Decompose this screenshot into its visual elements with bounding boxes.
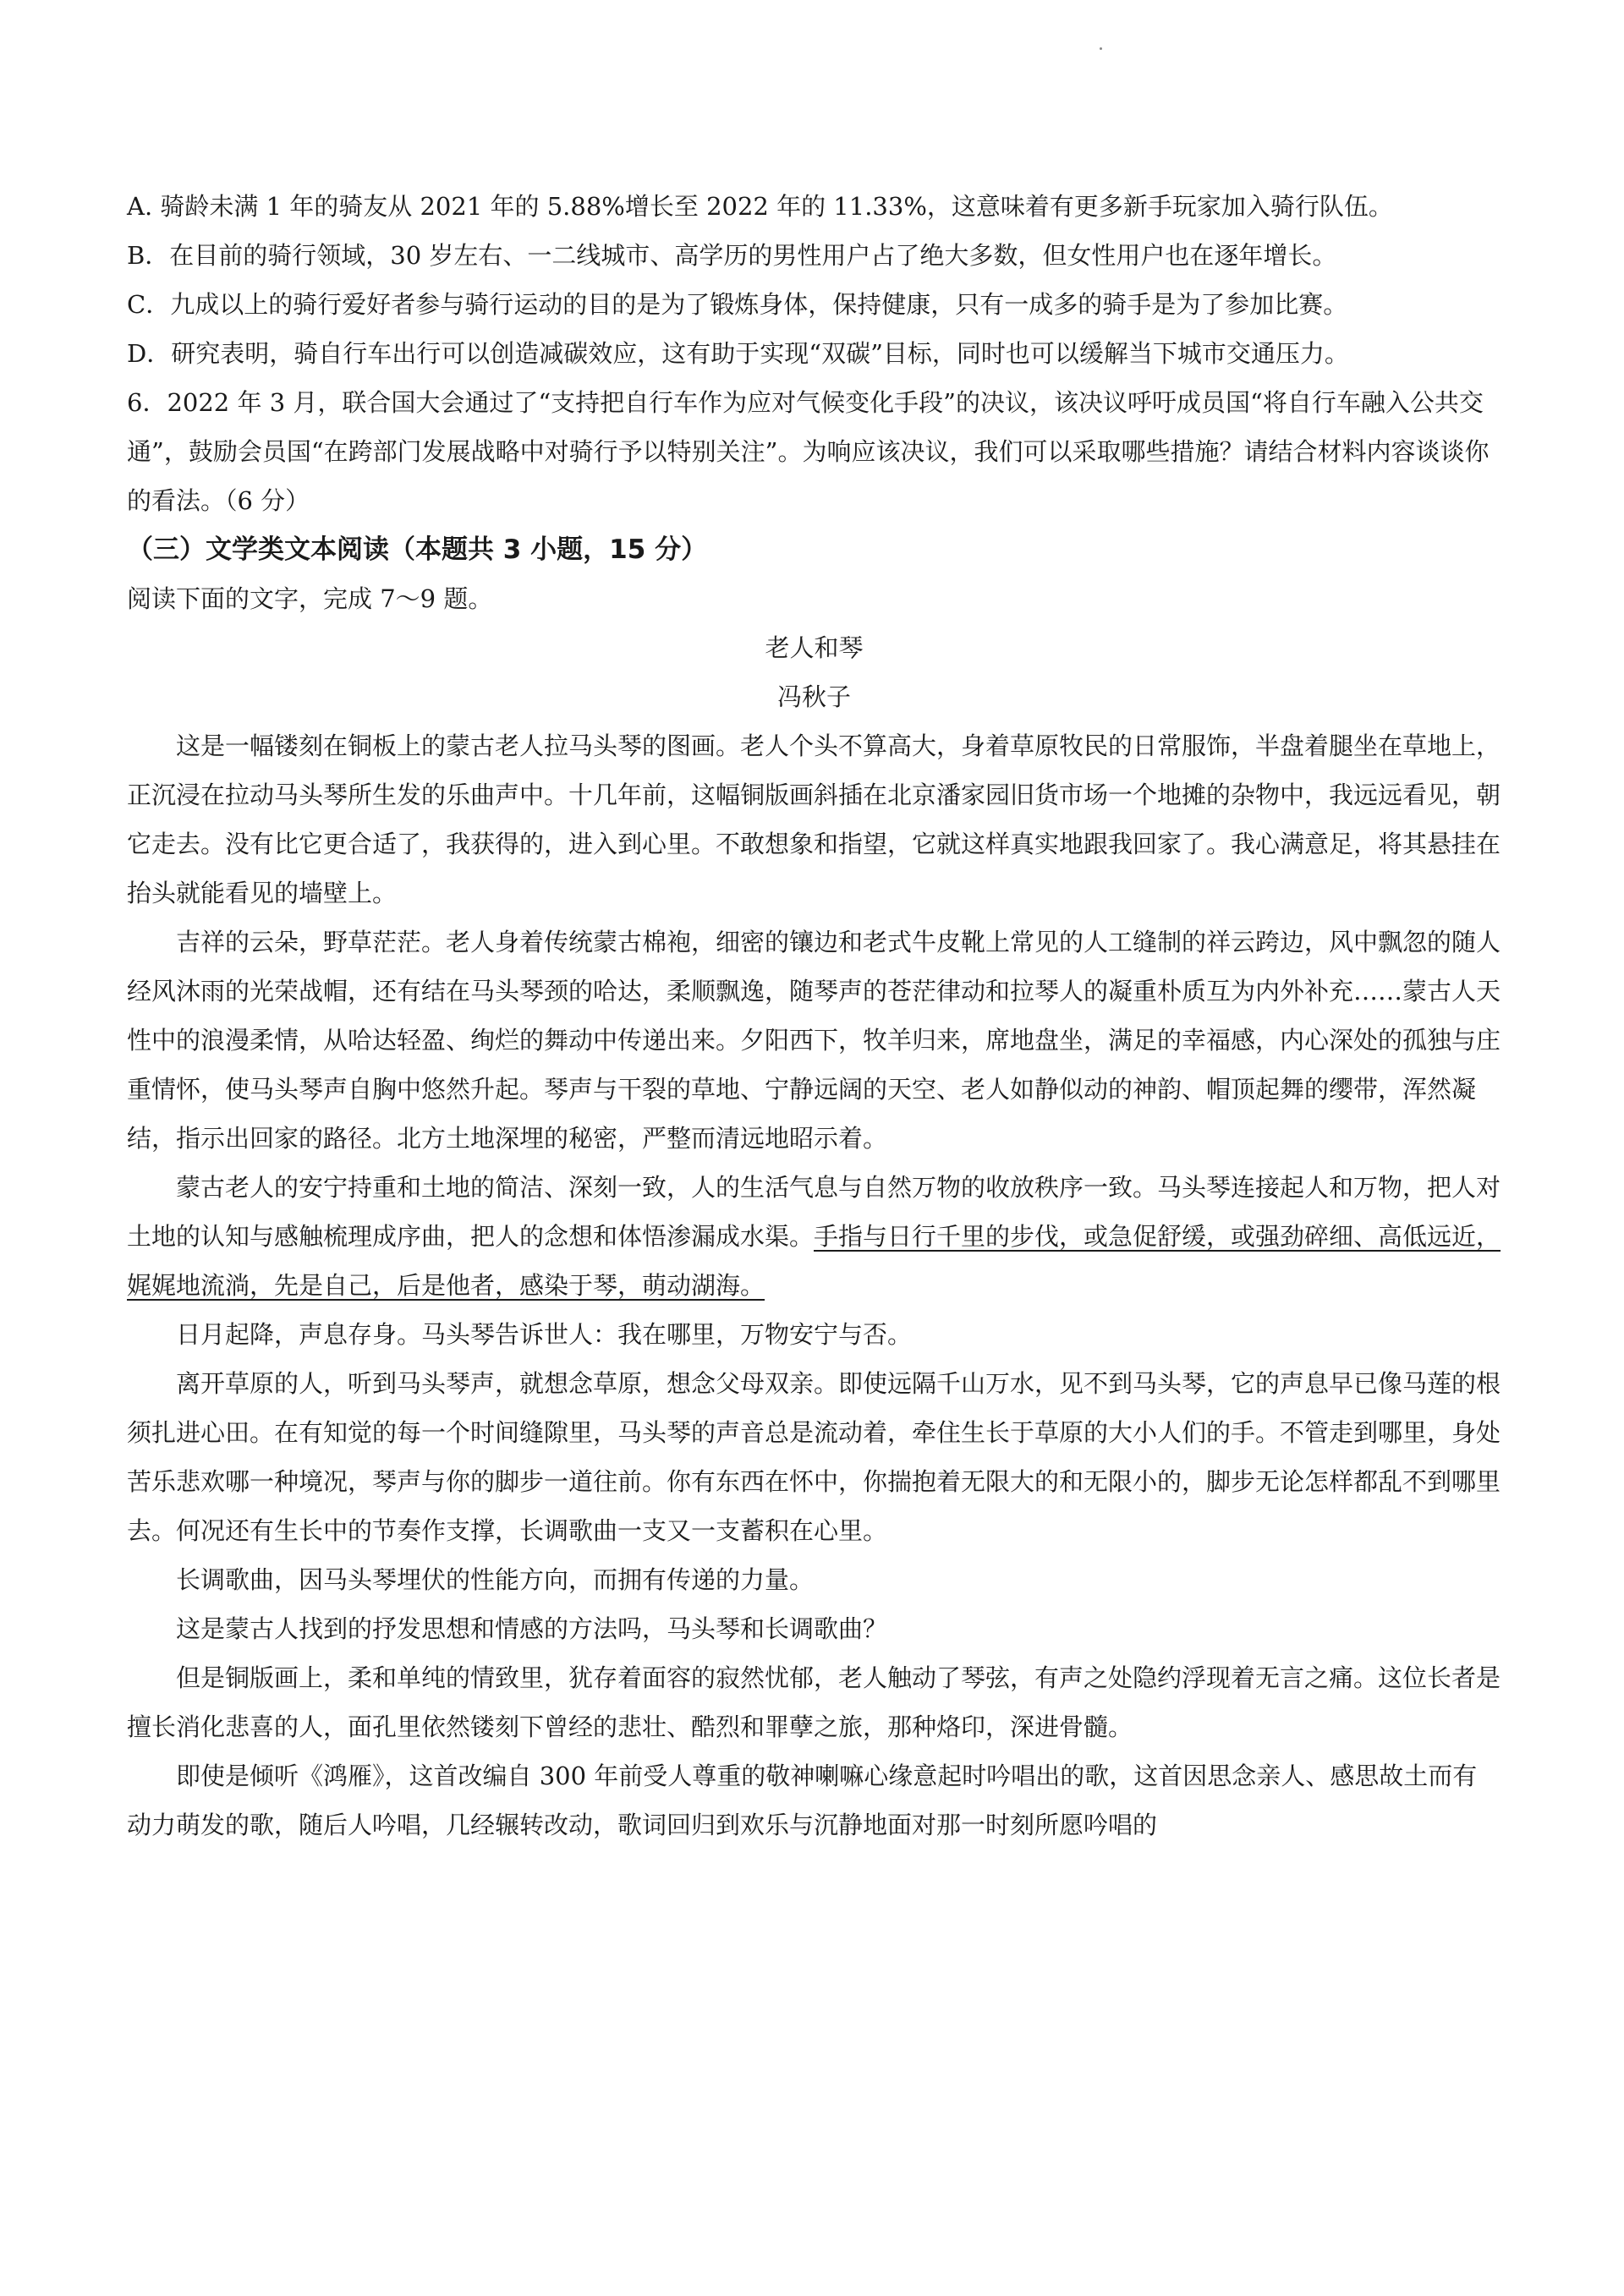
article-paragraph-3 bbox=[127, 1163, 1501, 1310]
scan-speck bbox=[1100, 47, 1102, 50]
article-paragraph-8: 但是铜版画上，柔和单纯的情致里，犹存着面容的寂然忧郁，老人触动了琴弦，有声之处隐约浮现着无言之痛。这位长者是擅长消化悲喜的人，面孔里依然镂刻下曾经的悲壮、酷烈和罪孽之旅，那种烙印，深进骨髓。 bbox=[127, 1663, 1501, 1741]
article-paragraph-5: 离开草原的人，听到马头琴声，就想念草原，想念父母双亲。即使远隔千山万水，见不到马头琴，它的声息早已像马莲的根须扎进心田。在有知觉的每一个时间缝隙里，马头琴的声音总是流动着，牵住生长于草原的大小人们的手。不管走到哪里，身处苦乐悲欢哪一种境况，琴声与你的脚步一道往前。你有东西在怀中，你揣抱着无限大的和无限小的，脚步无论怎样都乱不到哪里去。何况还有生长中的节奏作支撑，长调歌曲一支又一支蓄积在心里。 bbox=[127, 1369, 1501, 1545]
section-3-instruction: 阅读下面的文字，完成 7～9 题。 bbox=[127, 584, 493, 613]
option-b: B．在目前的骑行领域，30 岁左右、一二线城市、高学历的男性用户占了绝大多数，但女性用户也在逐年增长。 bbox=[127, 241, 1337, 270]
article-paragraph-4: 日月起降，声息存身。马头琴告诉世人：我在哪里，万物安宁与否。 bbox=[176, 1320, 913, 1349]
article-paragraph-9: 即使是倾听《鸿雁》，这首改编自 300 年前受人尊重的敬神喇嘛心缘意起时吟唱出的歌，这首因思念亲人、感思故土而有动力萌发的歌，随后人吟唱，几经辗转改动，歌词回归到欢乐与沉静地面对那一时刻所愿吟唱的 bbox=[127, 1762, 1478, 1839]
question-6: 6．2022 年 3 月，联合国大会通过了“支持把自行车作为应对气候变化手段”的决议，该决议呼吁成员国“将自行车融入公共交通”，鼓励会员国“在跨部门发展战略中对骑行予以特别关注”。为响应该决议，我们可以采取哪些措施？请结合材料内容谈谈你的看法。（6 分） bbox=[127, 388, 1490, 515]
underlined-sentence: 手指与日行千里的步伐，或急促舒缓，或强劲碎细、高低远近，娓娓地流淌，先是自己，后是他者，感染于琴，萌动湖海。 bbox=[127, 1222, 1501, 1300]
article-title: 老人和琴 bbox=[765, 633, 864, 662]
article-paragraph-6: 长调歌曲，因马头琴埋伏的性能方向，而拥有传递的力量。 bbox=[176, 1565, 815, 1594]
article-paragraph-7: 这是蒙古人找到的抒发思想和情感的方法吗，马头琴和长调歌曲？ bbox=[176, 1614, 888, 1643]
article-paragraph-2: 吉祥的云朵，野草茫茫。老人身着传统蒙古棉袍，细密的镶边和老式牛皮靴上常见的人工缝制的祥云跨边，风中飘忽的随人经风沐雨的光荣战帽，还有结在马头琴颈的哈达，柔顺飘逸，随琴声的苍茫律动和拉琴人的凝重朴质互为内外补充……蒙古人天性中的浪漫柔情，从哈达轻盈、绚烂的舞动中传递出来。夕阳西下，牧羊归来，席地盘坐，满足的幸福感，内心深处的孤独与庄重情怀，使马头琴声自胸中悠然升起。琴声与干裂的草地、宁静远阔的天空、老人如静似动的神韵、帽顶起舞的缨带，浑然凝结，指示出回家的路径。北方土地深埋的秘密，严整而清远地昭示着。 bbox=[127, 928, 1501, 1153]
paragraph-3-text: 蒙古老人的安宁持重和土地的简洁、深刻一致，人的生活气息与自然万物的收放秩序一致。马头琴连接起人和万物，把人对土地的认知与感触梳理成序曲，把人的念想和体悟渗漏成水渠。 bbox=[127, 1173, 1501, 1251]
section-3-heading: （三）文学类文本阅读（本题共 3 小题，15 分） bbox=[127, 534, 708, 565]
option-a: A. 骑龄未满 1 年的骑友从 2021 年的 5.88%增长至 2022 年的 11.33%，这意味着有更多新手玩家加入骑行队伍。 bbox=[127, 192, 1393, 221]
page-content bbox=[127, 182, 1501, 1849]
option-d: D．研究表明，骑自行车出行可以创造减碳效应，这有助于实现“双碳”目标，同时也可以缓解当下城市交通压力。 bbox=[127, 339, 1349, 368]
option-c: C．九成以上的骑行爱好者参与骑行运动的目的是为了锻炼身体，保持健康，只有一成多的骑手是为了参加比赛。 bbox=[127, 290, 1348, 319]
article-author: 冯秋子 bbox=[776, 682, 851, 711]
article-paragraph-1: 这是一幅镂刻在铜板上的蒙古老人拉马头琴的图画。老人个头不算高大，身着草原牧民的日常服饰，半盘着腿坐在草地上，正沉浸在拉动马头琴所生发的乐曲声中。十几年前，这幅铜版画斜插在北京潘家园旧货市场一个地摊的杂物中，我远远看见，朝它走去。没有比它更合适了，我获得的，进入到心里。不敢想象和指望，它就这样真实地跟我回家了。我心满意足，将其悬挂在抬头就能看见的墙壁上。 bbox=[127, 732, 1501, 907]
